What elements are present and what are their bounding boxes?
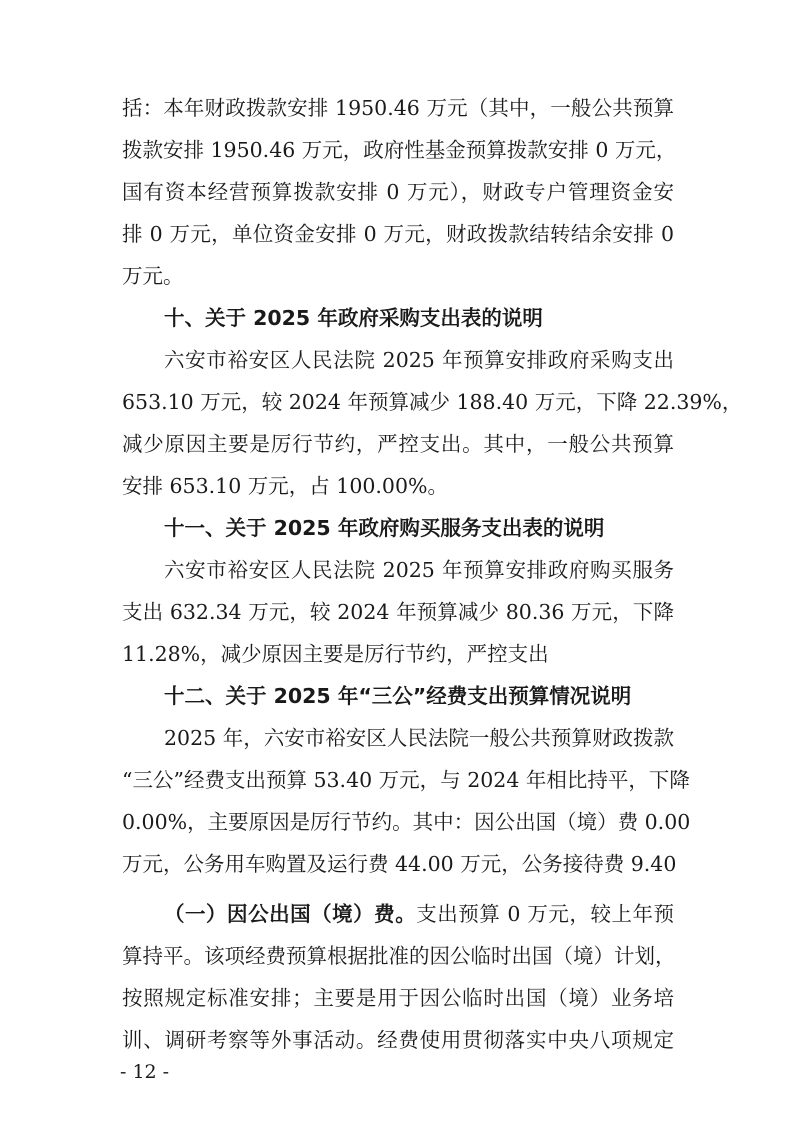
paragraph-line: 653.10 万元，较 2024 年预算减少 188.40 万元，下降 22.39%， [122,390,743,414]
subsection-heading-1: （一）因公出国（境）费。 [164,902,417,926]
paragraph-line: 0.00%，主要原因是厉行节约。其中：因公出国（境）费 0.00 [122,810,691,834]
paragraph-line: 按照规定标准安排；主要是用于因公临时出国（境）业务培 [122,986,674,1010]
paragraph-line: 训、调研考察等外事活动。经费使用贯彻落实中央八项规定 [122,1028,674,1052]
subsection-text: 支出预算 0 万元，较上年预 [416,902,675,926]
paragraph-line: 万元，公务用车购置及运行费 44.00 万元，公务接待费 9.40 [122,852,677,876]
section-heading-11: 十一、关于 2025 年政府购买服务支出表的说明 [164,516,605,540]
paragraph-line: 减少原因主要是厉行节约，严控支出。其中，一般公共预算 [122,432,674,456]
paragraph-line: 国有资本经营预算拨款安排 0 万元），财政专户管理资金安 [122,180,674,204]
paragraph-line: 安排 653.10 万元，占 100.00%。 [122,474,448,498]
paragraph-line: 万元。 [122,264,184,288]
paragraph-line: 拨款安排 1950.46 万元，政府性基金预算拨款安排 0 万元， [122,138,677,162]
section-heading-10: 十、关于 2025 年政府采购支出表的说明 [164,306,543,330]
paragraph-line: 六安市裕安区人民法院 2025 年预算安排政府采购支出 [164,348,674,372]
paragraph-line: “三公”经费支出预算 53.40 万元，与 2024 年相比持平，下降 [122,768,690,792]
paragraph-line: 六安市裕安区人民法院 2025 年预算安排政府购买服务 [164,558,674,582]
paragraph-line: 11.28%，减少原因主要是厉行节约，严控支出 [122,642,549,666]
paragraph-line: 2025 年，六安市裕安区人民法院一般公共预算财政拨款 [164,726,674,750]
paragraph-line: 排 0 万元，单位资金安排 0 万元，财政拨款结转结余安排 0 [122,222,674,246]
paragraph-line: 算持平。该项经费预算根据批准的因公临时出国（境）计划， [122,944,676,968]
paragraph-line: 括：本年财政拨款安排 1950.46 万元（其中，一般公共预算 [122,96,674,120]
section-heading-12: 十二、关于 2025 年“三公”经费支出预算情况说明 [164,684,632,708]
paragraph-line: 支出 632.34 万元，较 2024 年预算减少 80.36 万元，下降 [122,600,674,624]
page-number: - 12 - [120,1061,170,1083]
